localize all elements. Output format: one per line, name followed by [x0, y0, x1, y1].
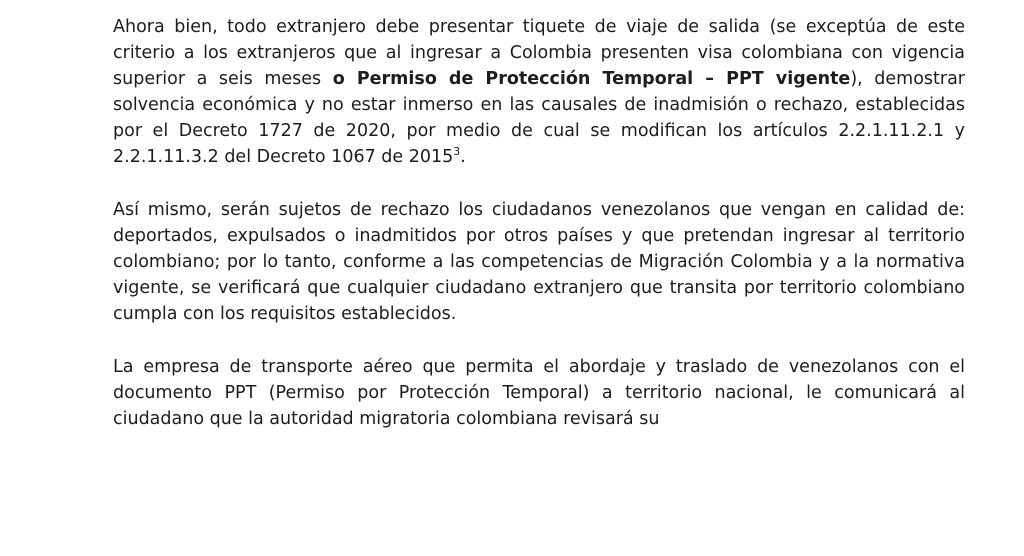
- paragraph-rejection-criteria: Así mismo, serán sujetos de rechazo los ciudadanos venezolanos que vengan en calidad de: deportados, expulsados o inadmitidos por otros países y que pretendan ingresar al territorio colombiano; por lo tanto, conforme a las competencias de Migración Colombia y a la normativa vigente, se verificará que cualquier ciudadano extranjero que transita por territorio colombiano cumpla con los requisitos establecidos.: [113, 200, 965, 324]
- paragraph-1-text-start: Ahora bien, todo extranjero debe presentar tiquete de viaje de salida (se exceptúa de este criterio a los extranjeros que al ingresar a Colombia presenten visa colombiana con vigencia superior a seis meses: [113, 17, 965, 89]
- footnote-reference: 3: [453, 145, 461, 159]
- paragraph-airline-obligations: La empresa de transporte aéreo que permita el abordaje y traslado de venezolanos con el documento PPT (Permiso por Protección Temporal) a territorio nacional, le comunicará al ciudadano que la autoridad migratoria colombiana revisará su: [113, 357, 965, 429]
- paragraph-1-text-middle: ), demostrar solvencia económica y no estar inmerso en las causales de inadmisión o rechazo, establecidas por el Decreto 1727 de 2020, por medio de cual se modifican los artículos 2.2.1.11.2.1 y 2.2.1.11.3.2 del Decreto 1067 de 2015: [113, 69, 965, 167]
- paragraph-travel-requirements: [113, 14, 965, 170]
- ppt-bold-text: o Permiso de Protección Temporal – PPT vigente: [332, 69, 851, 89]
- paragraph-1-text-end: .: [460, 147, 466, 167]
- document-page: [113, 14, 965, 432]
